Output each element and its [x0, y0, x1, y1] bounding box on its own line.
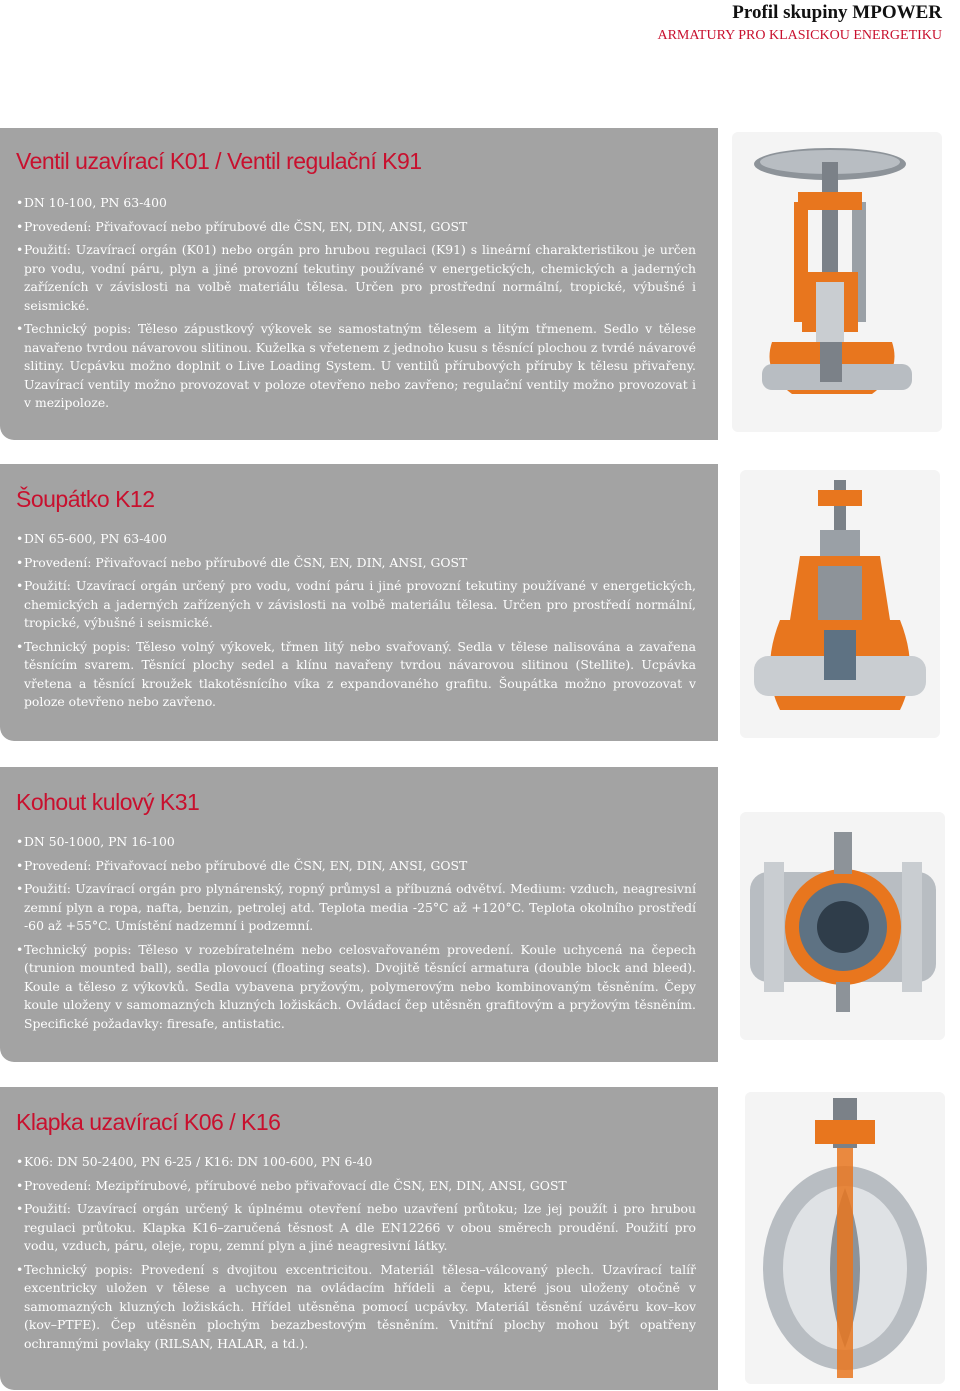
spec-dn-pn: •K06: DN 50-2400, PN 6-25 / K16: DN 100-600, PN 6-40 [16, 1154, 373, 1169]
spec-technicky-popis: •Technický popis: Provedení s dvojitou excentricitou. Materiál tělesa–válcovaný plech. Uzavírací talíř excentricky uložen v tělese a uchycen na ovládacím hřídeli a čepu, které jsou uloženy otočně v samomazných kluzných ložiskách. Hřídel utěsněna pomocí ucpávky. Materiál těsnění uzávěru kov–kov (kov–PTFE). Čep utěsněn plochým bezazbestovým těsněním. Vnitřní plochy mohou být opatřeny ochrannými povlaky (RILSAN, HALAR, a td.). [16, 1261, 696, 1351]
section-k31 [0, 767, 718, 1062]
gate-valve-cutaway-icon [740, 470, 940, 738]
section-title: Klapka uzavírací K06 / K16 [16, 1109, 281, 1135]
spec-provedeni: •Provedení: Mezipřírubové, přírubové nebo přivařovací dle ČSN, EN, DIN, ANSI, GOST [16, 1177, 567, 1193]
butterfly-valve-cutaway-icon [745, 1092, 945, 1384]
spec-list [16, 530, 696, 712]
spec-list [16, 194, 696, 413]
section-title: Kohout kulový K31 [16, 789, 200, 815]
section-title: Šoupátko K12 [16, 486, 155, 512]
spec-technicky-popis: •Technický popis: Těleso v rozebíratelném nebo celosvařovaném provedení. Koule uchycená na čepech (trunion mounted ball), sedla plovoucí (floating seats). Dvojitě těsnící armatura (double block and bleed). Koule a těleso z výkovků. Sedla vybavena pryžovým, polymerovým nebo kombinovaným těsněním. Čepy koule uloženy v samomazných kluzných ložiskách. Ovládací čep utěsněn grafitovým a pryžovým těsněním. Specifické požadavky: firesafe, antistatic. [16, 941, 696, 1031]
globe-valve-cutaway-icon [732, 132, 942, 432]
spec-list [16, 1153, 696, 1353]
spec-technicky-popis: •Technický popis: Těleso zápustkový výkovek se samostatným tělesem a litým třmenem. Sedlo v tělese navařeno tvrdou návarovou slitinou. Kuželka s vřetenem z jednoho kusu s těsnící plochou z tvrdé návarové slitiny. Ucpávku možno doplnit o Live Loading System. U ventilů přírubových příruby k tělesu přivařeny. Uzavírací ventily možno provozovat v poloze otevřeno nebo zavřeno; regulační ventily možno provozovat i v mezipoloze. [16, 321, 696, 410]
spec-provedeni: •Provedení: Přivařovací nebo přírubové dle ČSN, EN, DIN, ANSI, GOST [16, 554, 468, 570]
ball-valve-cutaway-icon [740, 812, 945, 1040]
section-k12 [0, 464, 718, 741]
spec-technicky-popis: •Technický popis: Těleso volný výkovek, třmen litý nebo svařovaný. Sedla v tělese nalisována a zavařena těsnícím svarem. Těsnící plochy sedel a klínu navařeny tvrdou návarovou slitinou (Stellite). Ucpávka vřetena a těsnící kroužek tlakotěsnícího víka z expandovaného grafitu. Šoupátka možno provozovat v poloze otevřeno nebo zavřeno. [16, 638, 696, 709]
section-title: Ventil uzavírací K01 / Ventil regulační K91 [16, 148, 422, 174]
spec-dn-pn: •DN 10-100, PN 63-400 [16, 195, 167, 210]
page-header [657, 2, 942, 48]
section-k06-k16 [0, 1087, 718, 1390]
spec-list [16, 833, 696, 1033]
spec-provedeni: •Provedení: Přivařovací nebo přírubové dle ČSN, EN, DIN, ANSI, GOST [16, 857, 468, 873]
spec-pouziti: •Použití: Uzavírací orgán pro plynárenský, ropný průmysl a příbuzná odvětví. Medium: vzduch, neagresivní zemní plyn a ropa, nafta, benzin, petrolej atd. Teplota media -25°C až +120°C. Teplota okolního prostředí -60 až +55°C. Umístění nadzemní i podzemní. [16, 881, 696, 933]
spec-pouziti: •Použití: Uzavírací orgán určený k úplnému otevření nebo uzavření průtoku; lze jej použít i pro hrubou regulaci průtoku. Klapka K16–zaručená těsnost A dle EN12266 v obou směrech proudění. Použití pro vodu, vzduch, páru, oleje, ropu, zemní plyn a jiné neagresivní látky. [16, 1201, 696, 1253]
page-title: Profil skupiny MPOWER [732, 2, 942, 23]
page-subtitle: ARMATURY PRO KLASICKOU ENERGETIKU [657, 28, 942, 43]
section-k01-k91 [0, 128, 718, 440]
spec-pouziti: •Použití: Uzavírací orgán určený pro vodu, vodní páru i jiné provozní tekutiny používané v energetických, chemických a jaderných zařízených v závislosti na volbě materiálu tělesa. Určen pro prostředí normální, tropické, výbušné i seismické. [16, 578, 696, 630]
spec-dn-pn: •DN 65-600, PN 63-400 [16, 531, 167, 546]
spec-provedeni: •Provedení: Přivařovací nebo přírubové dle ČSN, EN, DIN, ANSI, GOST [16, 218, 468, 234]
spec-pouziti: •Použití: Uzavírací orgán (K01) nebo orgán pro hrubou regulaci (K91) s lineární charakteristikou je určen pro vodu, vodní páru, plyn a jiné provozní tekutiny používané v energetických, chemických a jaderných zařízeních v závislosti na volbě materiálu tělesa. Určen pro prostřední normální, tropické, výbušné i seismické. [16, 242, 696, 313]
spec-dn-pn: •DN 50-1000, PN 16-100 [16, 834, 175, 849]
